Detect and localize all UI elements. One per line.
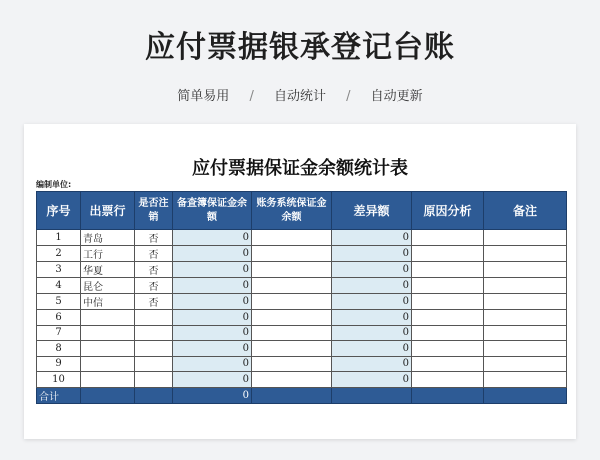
cell-reason[interactable]	[412, 278, 484, 294]
table-row	[37, 325, 567, 341]
cell-no[interactable]: 8	[37, 341, 81, 357]
cell-diff[interactable]: 0	[332, 294, 412, 310]
cell-cancelled[interactable]	[135, 372, 173, 388]
cell-cancelled[interactable]: 否	[135, 262, 173, 278]
tag-easy: 简单易用	[177, 89, 230, 104]
cell-bank[interactable]: 青岛	[81, 230, 135, 246]
cell-system-balance[interactable]	[252, 278, 332, 294]
table-row	[37, 230, 567, 246]
cell-cancelled[interactable]	[135, 341, 173, 357]
cell-diff[interactable]: 0	[332, 356, 412, 372]
header-row	[37, 192, 567, 230]
total-cell	[81, 387, 135, 403]
cell-cancelled[interactable]	[135, 356, 173, 372]
cell-system-balance[interactable]	[252, 294, 332, 310]
cell-remark[interactable]	[484, 310, 567, 326]
table-row	[37, 372, 567, 388]
table-row	[37, 262, 567, 278]
cell-memo-balance[interactable]: 0	[173, 278, 252, 294]
cell-no[interactable]: 6	[37, 310, 81, 326]
col-header-cancelled: 是否注销	[135, 192, 173, 230]
cell-system-balance[interactable]	[252, 356, 332, 372]
cell-bank[interactable]	[81, 310, 135, 326]
total-row	[37, 387, 567, 403]
cell-memo-balance[interactable]: 0	[173, 294, 252, 310]
total-cell	[332, 387, 412, 403]
table-row	[37, 341, 567, 357]
page-title: 应付票据银承登记台账	[145, 30, 455, 65]
col-header-bank: 出票行	[81, 192, 135, 230]
cell-diff[interactable]: 0	[332, 310, 412, 326]
table-row	[37, 310, 567, 326]
cell-bank[interactable]: 中信	[81, 294, 135, 310]
cell-cancelled[interactable]	[135, 325, 173, 341]
cell-cancelled[interactable]: 否	[135, 294, 173, 310]
cell-bank[interactable]	[81, 372, 135, 388]
cell-reason[interactable]	[412, 230, 484, 246]
cell-no[interactable]: 2	[37, 246, 81, 262]
cell-bank[interactable]: 昆仑	[81, 278, 135, 294]
sheet-title: 应付票据保证金余额统计表	[192, 158, 408, 179]
table-row	[37, 356, 567, 372]
cell-diff[interactable]: 0	[332, 246, 412, 262]
cell-remark[interactable]	[484, 325, 567, 341]
cell-reason[interactable]	[412, 341, 484, 357]
cell-diff[interactable]: 0	[332, 230, 412, 246]
balance-table	[36, 191, 567, 404]
cell-diff[interactable]: 0	[332, 262, 412, 278]
cell-no[interactable]: 5	[37, 294, 81, 310]
cell-remark[interactable]	[484, 278, 567, 294]
feature-tags	[0, 85, 600, 104]
cell-remark[interactable]	[484, 341, 567, 357]
cell-no[interactable]: 10	[37, 372, 81, 388]
cell-no[interactable]: 4	[37, 278, 81, 294]
cell-reason[interactable]	[412, 372, 484, 388]
col-header-diff: 差异额	[332, 192, 412, 230]
cell-reason[interactable]	[412, 262, 484, 278]
cell-memo-balance[interactable]: 0	[173, 372, 252, 388]
cell-diff[interactable]: 0	[332, 341, 412, 357]
cell-reason[interactable]	[412, 356, 484, 372]
col-header-no: 序号	[37, 192, 81, 230]
total-cell	[412, 387, 484, 403]
cell-memo-balance[interactable]: 0	[173, 246, 252, 262]
tag-auto-update: 自动更新	[370, 89, 423, 104]
unit-label: 编制单位:	[36, 180, 72, 189]
cell-cancelled[interactable]: 否	[135, 278, 173, 294]
cell-remark[interactable]	[484, 246, 567, 262]
cell-no[interactable]: 7	[37, 325, 81, 341]
cell-reason[interactable]	[412, 294, 484, 310]
cell-diff[interactable]: 0	[332, 278, 412, 294]
total-cell	[135, 387, 173, 403]
cell-reason[interactable]	[412, 325, 484, 341]
cell-cancelled[interactable]	[135, 310, 173, 326]
cell-cancelled[interactable]: 否	[135, 230, 173, 246]
cell-remark[interactable]	[484, 230, 567, 246]
col-header-remark: 备注	[484, 192, 567, 230]
cell-reason[interactable]	[412, 310, 484, 326]
cell-no[interactable]: 9	[37, 356, 81, 372]
cell-memo-balance[interactable]: 0	[173, 310, 252, 326]
cell-system-balance[interactable]	[252, 230, 332, 246]
tag-separator: /	[249, 89, 254, 104]
cell-bank[interactable]: 华夏	[81, 262, 135, 278]
cell-bank[interactable]	[81, 325, 135, 341]
cell-remark[interactable]	[484, 356, 567, 372]
cell-memo-balance[interactable]: 0	[173, 230, 252, 246]
total-memo-balance: 0	[173, 387, 252, 403]
table-row	[37, 246, 567, 262]
cell-system-balance[interactable]	[252, 325, 332, 341]
cell-memo-balance[interactable]: 0	[173, 356, 252, 372]
cell-reason[interactable]	[412, 246, 484, 262]
cell-bank[interactable]	[81, 341, 135, 357]
table-row	[37, 294, 567, 310]
tag-auto-stat: 自动统计	[273, 89, 326, 104]
cell-no[interactable]: 3	[37, 262, 81, 278]
cell-diff[interactable]: 0	[332, 372, 412, 388]
cell-bank[interactable]: 工行	[81, 246, 135, 262]
cell-memo-balance[interactable]: 0	[173, 341, 252, 357]
cell-system-balance[interactable]	[252, 341, 332, 357]
cell-remark[interactable]	[484, 372, 567, 388]
total-label: 合计	[37, 387, 81, 403]
total-cell	[484, 387, 567, 403]
cell-cancelled[interactable]: 否	[135, 246, 173, 262]
tag-separator: /	[346, 89, 351, 104]
table-row	[37, 278, 567, 294]
cell-system-balance[interactable]	[252, 262, 332, 278]
cell-system-balance[interactable]	[252, 246, 332, 262]
cell-memo-balance[interactable]: 0	[173, 325, 252, 341]
cell-bank[interactable]	[81, 356, 135, 372]
cell-no[interactable]: 1	[37, 230, 81, 246]
cell-system-balance[interactable]	[252, 310, 332, 326]
col-header-system-balance: 账务系统保证金余额	[252, 192, 332, 230]
col-header-reason: 原因分析	[412, 192, 484, 230]
col-header-memo-balance: 备查簿保证金余额	[173, 192, 252, 230]
total-cell	[252, 387, 332, 403]
cell-memo-balance[interactable]: 0	[173, 262, 252, 278]
cell-system-balance[interactable]	[252, 372, 332, 388]
cell-remark[interactable]	[484, 262, 567, 278]
cell-diff[interactable]: 0	[332, 325, 412, 341]
cell-remark[interactable]	[484, 294, 567, 310]
spreadsheet-preview	[24, 124, 576, 439]
